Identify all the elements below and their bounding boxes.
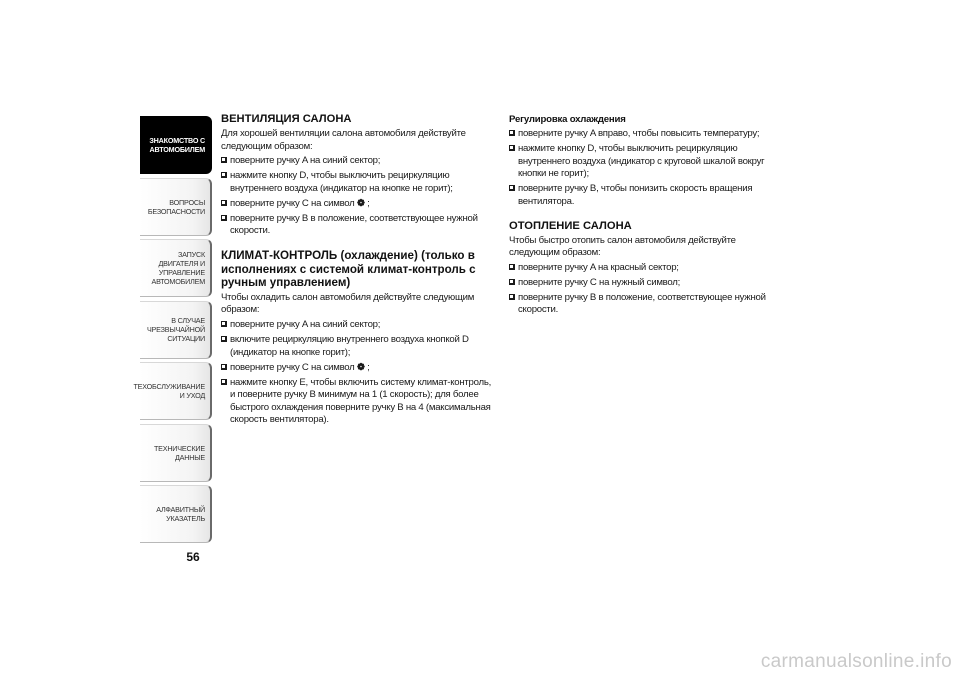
tab-vehicle-overview[interactable] [140, 116, 212, 174]
tab-label: В СЛУЧАЕ ЧРЕЗВЫЧАЙНОЙ СИТУАЦИИ [146, 316, 205, 343]
list-item [221, 377, 491, 427]
tab-safety[interactable] [140, 178, 212, 236]
tab-label: ЗНАКОМСТВО С АВТОМОБИЛЕМ [149, 136, 205, 154]
tab-maintenance[interactable] [133, 362, 212, 420]
checkbox-bullet-icon [221, 321, 227, 327]
page-number: 56 [186, 550, 200, 564]
checkbox-bullet-icon [509, 294, 515, 300]
section-intro: Чтобы быстро отопить салон автомобиля действуйте следующим образом: [509, 234, 736, 259]
checkbox-bullet-icon [221, 215, 227, 221]
checkbox-bullet-icon [221, 364, 227, 370]
section-heading-ventilation: ВЕНТИЛЯЦИЯ САЛОНА [221, 113, 352, 125]
list-item-text: поверните ручку B в положение, соответствующее нужной скорости. [230, 212, 478, 237]
tab-emergency[interactable] [140, 301, 212, 359]
checkbox-bullet-icon [509, 130, 515, 136]
list-item [509, 292, 784, 317]
list-item-text: нажмите кнопку D, чтобы выключить рециркуляцию внутреннего воздуха (индикатор на кнопке не горит); [230, 170, 453, 194]
list-item [509, 128, 784, 141]
instruction-list [221, 319, 491, 427]
section-heading-cooling-adjustment: Регулировка охлаждения [509, 114, 626, 125]
list-item [509, 262, 784, 275]
checkbox-bullet-icon [221, 172, 227, 178]
list-item [221, 170, 491, 195]
checkbox-bullet-icon [221, 157, 227, 163]
tab-starting-driving[interactable] [140, 239, 212, 297]
checkbox-bullet-icon [509, 279, 515, 285]
list-item [221, 213, 491, 238]
instruction-list [509, 128, 784, 208]
list-item-text: поверните ручку A вправо, чтобы повысить температуру; [518, 128, 760, 139]
watermark: carmanualsonline.info [760, 651, 952, 672]
list-item [221, 319, 491, 332]
tab-technical-data[interactable] [140, 424, 212, 482]
right-column [509, 113, 784, 319]
list-item-text: нажмите кнопку E, чтобы включить систему климат-контроль, и поверните ручку B минимум на 1 (1 скорость); для более быстрого охлаждения поверните ручку B на 4 (максимальная скорость вентилятора). [230, 376, 492, 426]
list-item [221, 334, 491, 359]
tab-index[interactable] [140, 485, 212, 543]
checkbox-bullet-icon [221, 379, 227, 385]
checkbox-bullet-icon [221, 336, 227, 342]
list-item [221, 362, 491, 375]
list-item-text: поверните ручку B, чтобы понизить скорость вращения вентилятора. [518, 183, 753, 207]
tab-label: ВОПРОСЫ БЕЗОПАСНОСТИ [147, 197, 205, 216]
list-item-text: поверните ручку A на синий сектор; [230, 319, 381, 330]
instruction-list [221, 155, 491, 238]
checkbox-bullet-icon [509, 145, 515, 151]
list-item-text: поверните ручку C на нужный символ; [518, 276, 681, 288]
section-intro: Для хорошей вентиляции салона автомобиля действуйте следующим образом: [221, 128, 466, 152]
section-heading-climate-control: КЛИМАТ-КОНТРОЛЬ (охлаждение) (только в исполнениях с системой климат-контроль с ручным управлением) [221, 249, 476, 290]
sidebar-tabs [133, 116, 212, 547]
list-item [221, 155, 491, 168]
list-item-text: поверните ручку C на символ ❁ ; [230, 361, 370, 373]
list-item [221, 198, 491, 211]
checkbox-bullet-icon [221, 200, 227, 206]
left-column [221, 113, 491, 429]
checkbox-bullet-icon [509, 264, 515, 270]
checkbox-bullet-icon [509, 185, 515, 191]
list-item [509, 277, 784, 290]
list-item-text: поверните ручку B в положение, соответствующее нужной скорости. [518, 291, 766, 316]
list-item-text: поверните ручку A на красный сектор; [518, 261, 679, 273]
section-heading-heating: ОТОПЛЕНИЕ САЛОНА [509, 219, 632, 232]
list-item-text: поверните ручку C на символ ❁ ; [230, 197, 370, 209]
instruction-list [509, 262, 784, 317]
fan-symbol-icon: ❁ [356, 197, 365, 209]
list-item [509, 183, 784, 208]
tab-label: ТЕХОБСЛУЖИВАНИЕ И УХОД [133, 382, 205, 400]
fan-symbol-icon: ❁ [356, 361, 365, 373]
tab-label: ЗАПУСК ДВИГАТЕЛЯ И УПРАВЛЕНИЕ АВТОМОБИЛЕМ [151, 250, 205, 286]
tab-label: ТЕХНИЧЕСКИЕ ДАННЫЕ [153, 443, 205, 462]
list-item-text: нажмите кнопку D, чтобы выключить рециркуляцию внутреннего воздуха (индикатор с круговой шкалой вокруг кнопки не горит); [518, 142, 765, 180]
list-item [509, 143, 784, 181]
list-item-text: включите рециркуляцию внутреннего воздуха кнопкой D (индикатор на кнопке горит); [230, 333, 469, 358]
tab-label: АЛФАВИТНЫЙ УКАЗАТЕЛЬ [156, 505, 205, 523]
list-item-text: поверните ручку A на синий сектор; [230, 155, 381, 167]
section-intro: Чтобы охладить салон автомобиля действуйте следующим образом: [221, 291, 475, 316]
